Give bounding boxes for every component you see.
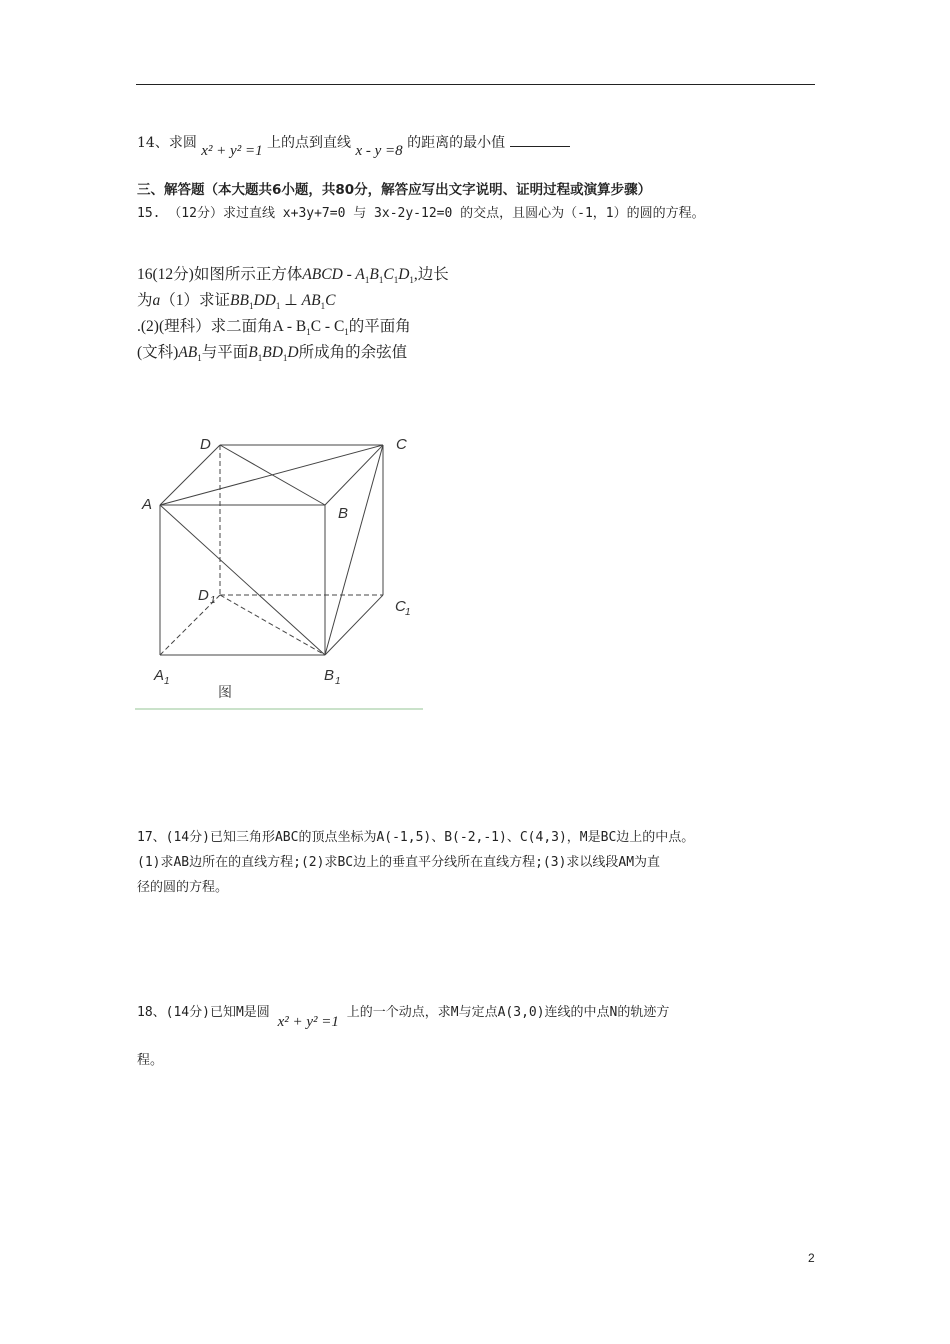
q16-sub: 1	[257, 353, 263, 364]
q16-sub: 1	[282, 353, 288, 364]
q16-text: 为	[137, 292, 153, 309]
q16-math: D	[398, 266, 410, 283]
q14-prefix: 14、求圆	[137, 135, 197, 151]
q14-circle-equation: x² + y² =1	[201, 143, 263, 159]
diag-AC	[160, 445, 383, 505]
q16-text: ,边长	[413, 266, 449, 283]
q16-line-3	[137, 314, 411, 337]
q16-text: (文科)	[137, 344, 179, 361]
label-C: C	[396, 436, 407, 453]
q16-sub: 1	[409, 275, 414, 286]
section-3-heading: 三、解答题（本大题共6小题，共80分，解答应写出文字说明、证明过程或演算步骤）	[137, 182, 652, 198]
q16-text: （1）求证	[160, 292, 231, 309]
q16-math: AB	[178, 344, 198, 361]
q16-text: C - C	[310, 318, 345, 335]
q14-suffix: 的距离的最小值	[407, 135, 506, 151]
label-A1: A	[154, 667, 165, 684]
question-14	[137, 132, 570, 159]
diag-AB1	[160, 505, 325, 655]
q16-math: DD	[253, 292, 276, 309]
label-B1: B	[324, 667, 335, 684]
q16-math: B	[369, 266, 379, 283]
question-17-line-3: 径的圆的方程。	[137, 880, 229, 895]
q16-line-2	[137, 288, 335, 311]
q16-text: 与平面	[201, 344, 249, 361]
q16-sub: 1	[393, 275, 399, 286]
question-18	[137, 1001, 670, 1030]
q16-math: a	[152, 292, 161, 309]
q16-math: BD	[262, 344, 283, 361]
label-D1: D	[198, 587, 209, 604]
diag-CB1	[325, 445, 383, 655]
q16-sub: 1	[378, 275, 384, 286]
question-15: 15. （12分）求过直线 x+3y+7=0 与 3x-2y-12=0 的交点，且圆心为（-1，1）的圆的方程。	[137, 206, 705, 221]
q16-math: C	[383, 266, 394, 283]
q16-text: .(2)(理科）求二面角A - B	[137, 318, 307, 335]
q16-sub: 1	[320, 301, 326, 312]
q16-line-1	[137, 262, 449, 285]
label-B1-sub: 1	[335, 676, 341, 687]
q16-sub: 1	[364, 275, 370, 286]
label-C1: C	[395, 598, 406, 615]
question-18-line-2: 程。	[137, 1053, 164, 1068]
q16-text: 16(12分)如图所示正方体	[137, 266, 303, 283]
q16-sub: 1	[197, 353, 202, 364]
label-D1-sub: 1	[210, 595, 216, 606]
q16-sub: 1	[306, 327, 311, 338]
q16-math: BB	[230, 292, 249, 309]
q16-sub: 1	[275, 301, 281, 312]
hidden-D1B1	[220, 595, 325, 655]
header-rule	[136, 84, 815, 85]
q18-prefix: 18、(14分)已知M是圆	[137, 1005, 270, 1020]
q16-text: 的平面角	[348, 318, 411, 335]
q16-math: D	[287, 344, 299, 361]
q14-line-equation: x - y =8	[355, 143, 403, 159]
label-B: B	[338, 505, 349, 522]
question-17-line-2: (1)求AB边所在的直线方程;(2)求BC边上的垂直平分线所在直线方程;(3)求以线段AM为直	[137, 855, 661, 870]
label-D: D	[200, 436, 211, 453]
q14-answer-blank	[510, 134, 570, 147]
q16-math: AB	[301, 292, 321, 309]
label-A: A	[142, 496, 153, 513]
q14-middle: 上的点到直线	[267, 135, 352, 151]
q18-circle-equation: x² + y² =1	[277, 1014, 339, 1030]
q16-text: ⊥	[280, 292, 302, 309]
q16-math: C	[325, 292, 336, 309]
edge-AD	[160, 445, 220, 505]
cube-figure	[130, 425, 430, 715]
page-number: 2	[808, 1251, 815, 1265]
question-17-line-1: 17、(14分)已知三角形ABC的顶点坐标为A(-1,5)、B(-2,-1)、C(4,3)，M是BC边上的中点。	[137, 830, 695, 845]
q16-sub: 1	[248, 301, 254, 312]
figure-caption: 图	[218, 685, 232, 701]
label-C1-sub: 1	[405, 607, 411, 618]
label-A1-sub: 1	[164, 676, 170, 687]
q16-math: B	[248, 344, 258, 361]
q16-text: 所成角的余弦值	[298, 344, 408, 361]
q16-sub: 1	[344, 327, 349, 338]
q18-suffix: 上的一个动点，求M与定点A(3,0)连线的中点N的轨迹方	[346, 1005, 670, 1020]
q16-math: ABCD - A	[302, 266, 365, 283]
q16-line-4	[137, 340, 407, 363]
